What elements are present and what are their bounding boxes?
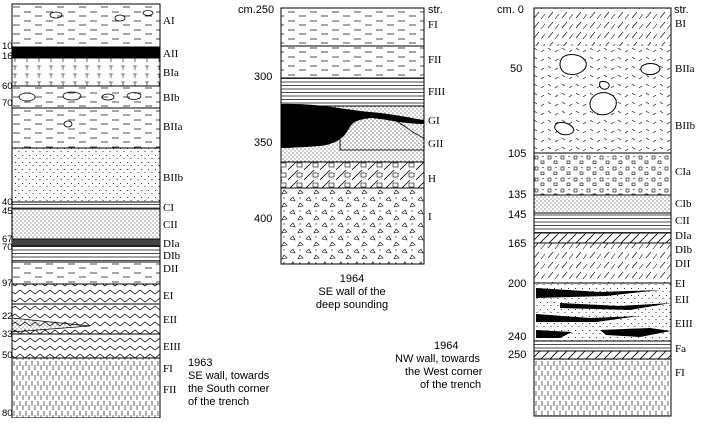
depth-label: 250 (508, 349, 527, 361)
layer-label: DIb (675, 244, 693, 256)
layer-label: FIII (428, 86, 446, 98)
depth-label: 10 (2, 41, 13, 52)
depth-label: 22 (2, 311, 13, 322)
depth-label: 33 (2, 329, 13, 340)
layer-label: BIb (163, 92, 180, 104)
layer-Fa (534, 341, 671, 351)
depth-label: 97 (2, 278, 13, 289)
depth-label: 165 (508, 238, 527, 250)
depth-label: 45 (2, 206, 13, 217)
caption-line: 1964 (434, 340, 459, 352)
caption-sounding (316, 273, 388, 311)
layer-label: DII (163, 263, 179, 275)
layer-BI (534, 8, 671, 46)
layer-label: BIa (163, 67, 179, 79)
layer-DIb-DII (534, 243, 671, 283)
layer-label: CII (675, 215, 690, 227)
layer-labels-nw (675, 18, 696, 379)
depth-label: 200 (508, 278, 527, 290)
layer-label: AI (163, 15, 175, 27)
layer-EIII (12, 334, 160, 358)
depth-label: 50 (510, 63, 523, 75)
layer-DII (12, 262, 160, 284)
layer-label: GII (428, 138, 444, 150)
depth-label: 135 (508, 189, 527, 201)
layer-label: Fa (675, 343, 686, 355)
layer-Fb (534, 351, 671, 359)
layer-label: GI (428, 115, 440, 127)
depth-label: 40 (2, 197, 13, 208)
layer-AII (12, 47, 160, 58)
caption-line: deep sounding (315, 299, 389, 311)
caption-line: 1964 (339, 273, 365, 285)
layer-label: DIa (163, 238, 180, 250)
caption-line: of the trench (188, 396, 250, 408)
layer-label: EII (163, 314, 178, 326)
layer-label: CII (163, 219, 178, 231)
depth-label: 350 (254, 137, 273, 149)
layer-CIb (534, 195, 671, 213)
layer-label: EI (163, 290, 174, 302)
caption-line: of the trench (420, 379, 482, 391)
column-1964-sounding (238, 4, 445, 311)
depth-label: 67 (2, 234, 13, 245)
layer-CII (12, 209, 160, 239)
caption-line: 1963 (188, 357, 213, 369)
caption-line: the South corner (188, 383, 270, 395)
layer-F (12, 358, 160, 418)
depth-label: 80 (2, 408, 13, 418)
layer-CI (12, 202, 160, 209)
depth-label: 70 (2, 98, 13, 109)
layer-BIIa (12, 108, 160, 148)
caption-nw (395, 340, 483, 391)
layer-DIa (534, 233, 671, 243)
depth-label: 300 (254, 71, 273, 83)
layer-CIa (534, 153, 671, 195)
layer-labels-1963 (163, 15, 184, 396)
layer-label: BI (675, 18, 686, 30)
str-label: str. (428, 4, 443, 16)
layer-label: EIII (163, 341, 181, 353)
layer-label: H (428, 173, 436, 185)
depth-label: 240 (508, 331, 527, 343)
depth-label: 70 (2, 242, 13, 253)
layer-label: FI (428, 19, 438, 31)
top-depth-label: cm. 0 (497, 4, 524, 16)
str-label: str. (674, 4, 689, 16)
layer-label: CI (163, 202, 174, 214)
layer-FIII (281, 78, 424, 106)
layer-label: FII (428, 54, 442, 66)
layer-CII (534, 213, 671, 233)
depth-label: 16 (2, 51, 13, 62)
layer-FII (281, 46, 424, 78)
layer-label: I (428, 211, 432, 223)
layer-label: CIb (675, 198, 692, 210)
layer-label: DIb (163, 250, 181, 262)
caption-1963 (188, 357, 270, 408)
top-depth-label: cm.250 (238, 4, 275, 16)
depth-labels-nw (508, 63, 526, 361)
layer-label: FII (163, 384, 177, 396)
layer-AI (12, 4, 160, 47)
caption-line: SE wall, towards (188, 370, 270, 382)
layer-label: EIII (675, 318, 693, 330)
caption-line: SE wall of the (318, 286, 386, 298)
column-1963 (2, 4, 273, 418)
layer-BIIb (12, 148, 160, 202)
layer-label: EI (675, 278, 686, 290)
depth-label: 60 (2, 81, 13, 92)
layer-label: BIIa (675, 63, 695, 75)
depth-labels-1963 (2, 41, 13, 418)
layer-label: BIIa (163, 121, 183, 133)
layer-DIb (12, 246, 160, 262)
layer-label: FI (675, 367, 685, 379)
layer-label: EII (675, 294, 690, 306)
layer-label: CIa (675, 166, 691, 178)
caption-line: the West corner (405, 366, 483, 378)
layer-I (281, 188, 424, 264)
layer-label: DII (675, 258, 691, 270)
depth-label: 105 (508, 148, 527, 160)
layer-BIa (12, 58, 160, 86)
layer-label: DIa (675, 230, 692, 242)
layer-FI (534, 359, 671, 416)
layer-label: BIIb (675, 120, 696, 132)
layer-EI (12, 284, 160, 304)
layer-label: BIIb (163, 172, 184, 184)
layer-labels-sounding (428, 19, 445, 223)
layer-BIb (12, 86, 160, 108)
depth-label: 145 (508, 209, 527, 221)
depth-labels-sounding (254, 71, 272, 225)
layer-FI (281, 8, 424, 46)
depth-label: 50 (2, 350, 13, 361)
caption-line: NW wall, towards (395, 353, 480, 365)
layer-H (281, 162, 424, 188)
layer-label: AII (163, 48, 179, 60)
layer-label: FI (163, 363, 173, 375)
depth-label: 400 (254, 213, 273, 225)
layer-DIa (12, 239, 160, 246)
